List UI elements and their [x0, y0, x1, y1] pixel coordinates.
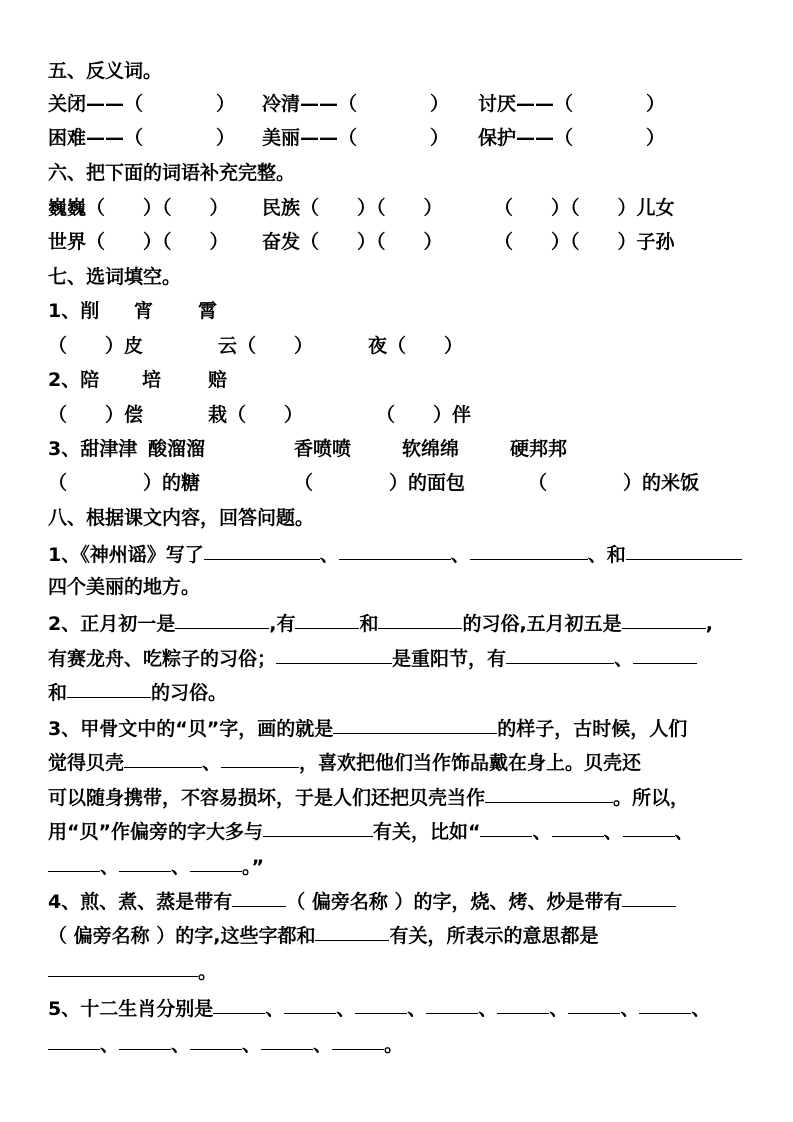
answer-blank[interactable] [119, 849, 171, 872]
q2-options: 2、陪 培 赔 [48, 369, 228, 391]
s8-q2-line2: 有赛龙舟、吃粽子的习俗； 是重阳节，有 、 [48, 642, 748, 672]
antonym-word: 关闭 [48, 93, 87, 115]
q3-blanks [48, 468, 748, 498]
answer-blank[interactable] [221, 745, 299, 768]
answer-blank[interactable] [426, 991, 478, 1014]
answer-blank[interactable] [284, 991, 336, 1014]
antonym-word: 困难 [48, 127, 87, 149]
s8-q3-line1: 3、甲骨文中的“贝”字，画的就是 的样子，古时候，人们 [48, 712, 768, 742]
s8-q3-line5: 、 、 。” [48, 850, 768, 880]
answer-blank[interactable] [124, 745, 202, 768]
fill-blank[interactable]: （ ）伴 [376, 404, 472, 426]
answer-blank[interactable] [67, 675, 151, 698]
answer-blank[interactable] [639, 991, 691, 1014]
answer-blank[interactable] [480, 814, 532, 837]
answer-blank[interactable] [263, 814, 373, 837]
answer-blank[interactable] [204, 537, 320, 560]
answer-blank[interactable] [332, 1027, 384, 1050]
answer-blank[interactable] [48, 954, 198, 977]
fill-blank[interactable]: 夜（ ） [368, 335, 464, 357]
antonym-row-1: 关闭——（ ） 冷清——（ ） 讨厌——（ ） [48, 89, 748, 119]
answer-blank[interactable] [315, 918, 389, 941]
fill-blank[interactable]: 栽（ ） [208, 404, 304, 426]
section6-title: 六、把下面的词语补充完整。 [48, 162, 296, 184]
s8-q4-line3: 。 [48, 955, 768, 985]
fill-blank[interactable]: （ ）的米饭 [528, 472, 700, 494]
answer-blank[interactable] [497, 991, 549, 1014]
answer-blank[interactable] [626, 537, 742, 560]
s8-q3-line4: 用“贝”作偏旁的字大多与 有关，比如“ 、 、 、 [48, 815, 768, 845]
answer-blank[interactable] [470, 537, 588, 560]
fill-blank[interactable]: 云（ ） [218, 335, 314, 357]
answer-blank[interactable] [485, 780, 613, 803]
antonym-word: 冷清 [262, 93, 301, 115]
antonym-blank-close[interactable]: ） [646, 127, 666, 149]
answer-blank[interactable] [506, 641, 614, 664]
answer-blank[interactable] [622, 606, 706, 629]
answer-blank[interactable] [633, 641, 697, 664]
section5-title: 五、反义词。 [48, 60, 163, 82]
answer-blank[interactable] [48, 849, 100, 872]
idiom-row-2 [48, 227, 748, 257]
idiom-item[interactable]: 民族（ ）（ ） [262, 197, 443, 219]
fill-blank[interactable]: （ ）的糖 [48, 472, 201, 494]
idiom-item[interactable]: 世界（ ）（ ） [48, 231, 229, 253]
answer-blank[interactable] [552, 814, 604, 837]
idiom-item[interactable]: 奋发（ ）（ ） [262, 231, 443, 253]
answer-blank[interactable] [378, 606, 462, 629]
q3-options: 3、甜津津 酸溜溜 香喷喷 软绵绵 硬邦邦 [48, 438, 568, 460]
s8-q4-line2: （ 偏旁名称 ）的字,这些字都和 有关，所表示的意思都是 [48, 919, 768, 949]
answer-blank[interactable] [232, 884, 286, 907]
idiom-item[interactable]: （ ）（ ）子孙 [494, 231, 675, 253]
s8-q1-line2: 四个美丽的地方。 [48, 576, 201, 598]
answer-blank[interactable] [339, 537, 451, 560]
s8-q3-line3: 可以随身携带，不容易损坏，于是人们还把贝壳当作 。所以， [48, 781, 768, 811]
idiom-item[interactable]: （ ）（ ）儿女 [494, 197, 675, 219]
antonym-row-2: 困难——（ ） 美丽——（ ） 保护——（ ） [48, 123, 748, 153]
answer-blank[interactable] [48, 1027, 100, 1050]
fill-blank[interactable]: （ ）的面包 [294, 472, 466, 494]
answer-blank[interactable] [295, 606, 359, 629]
s8-q5-line2: 、 、 、 、 。 [48, 1028, 768, 1058]
antonym-blank-close[interactable]: ） [216, 127, 236, 149]
answer-blank[interactable] [622, 884, 676, 907]
answer-blank[interactable] [261, 1027, 313, 1050]
antonym-blank-close[interactable]: ） [216, 93, 236, 115]
answer-blank[interactable] [213, 991, 265, 1014]
q2-blanks [48, 400, 748, 430]
fill-blank[interactable]: （ ）皮 [48, 335, 144, 357]
s8-q5-line1: 5、十二生肖分别是 、 、 、 、 、 、 、 [48, 992, 768, 1022]
section7-title: 七、选词填空。 [48, 266, 182, 288]
answer-blank[interactable] [119, 1027, 171, 1050]
answer-blank[interactable] [175, 606, 269, 629]
answer-blank[interactable] [190, 1027, 242, 1050]
idiom-row-1 [48, 193, 748, 223]
q1-blanks [48, 331, 748, 361]
antonym-blank-close[interactable]: ） [430, 93, 450, 115]
s8-q2-line3: 和 的习俗。 [48, 676, 748, 706]
fill-blank[interactable]: （ ）偿 [48, 404, 144, 426]
antonym-word: 保护 [478, 127, 517, 149]
answer-blank[interactable] [333, 711, 497, 734]
antonym-word: 美丽 [262, 127, 301, 149]
s8-q1-line1: 1、《神州谣》写了 、 、 、和 [48, 538, 748, 568]
q1-options: 1、削 宵 霄 [48, 300, 218, 322]
answer-blank[interactable] [355, 991, 407, 1014]
answer-blank[interactable] [276, 641, 392, 664]
s8-q2-line1: 2、正月初一是 ,有 和 的习俗,五月初五是 , [48, 607, 768, 637]
section8-title: 八、根据课文内容，回答问题。 [48, 507, 315, 529]
s8-q3-line2: 觉得贝壳 、 ，喜欢把他们当作饰品戴在身上。贝壳还 [48, 746, 768, 776]
s8-q4-line1: 4、煎、煮、蒸是带有 （ 偏旁名称 ）的字，烧、烤、炒是带有 [48, 885, 768, 915]
idiom-item[interactable]: 巍巍（ ）（ ） [48, 197, 229, 219]
answer-blank[interactable] [623, 814, 675, 837]
answer-blank[interactable] [190, 849, 242, 872]
antonym-blank-close[interactable]: ） [430, 127, 450, 149]
antonym-blank-close[interactable]: ） [646, 93, 666, 115]
answer-blank[interactable] [568, 991, 620, 1014]
antonym-word: 讨厌 [478, 93, 517, 115]
